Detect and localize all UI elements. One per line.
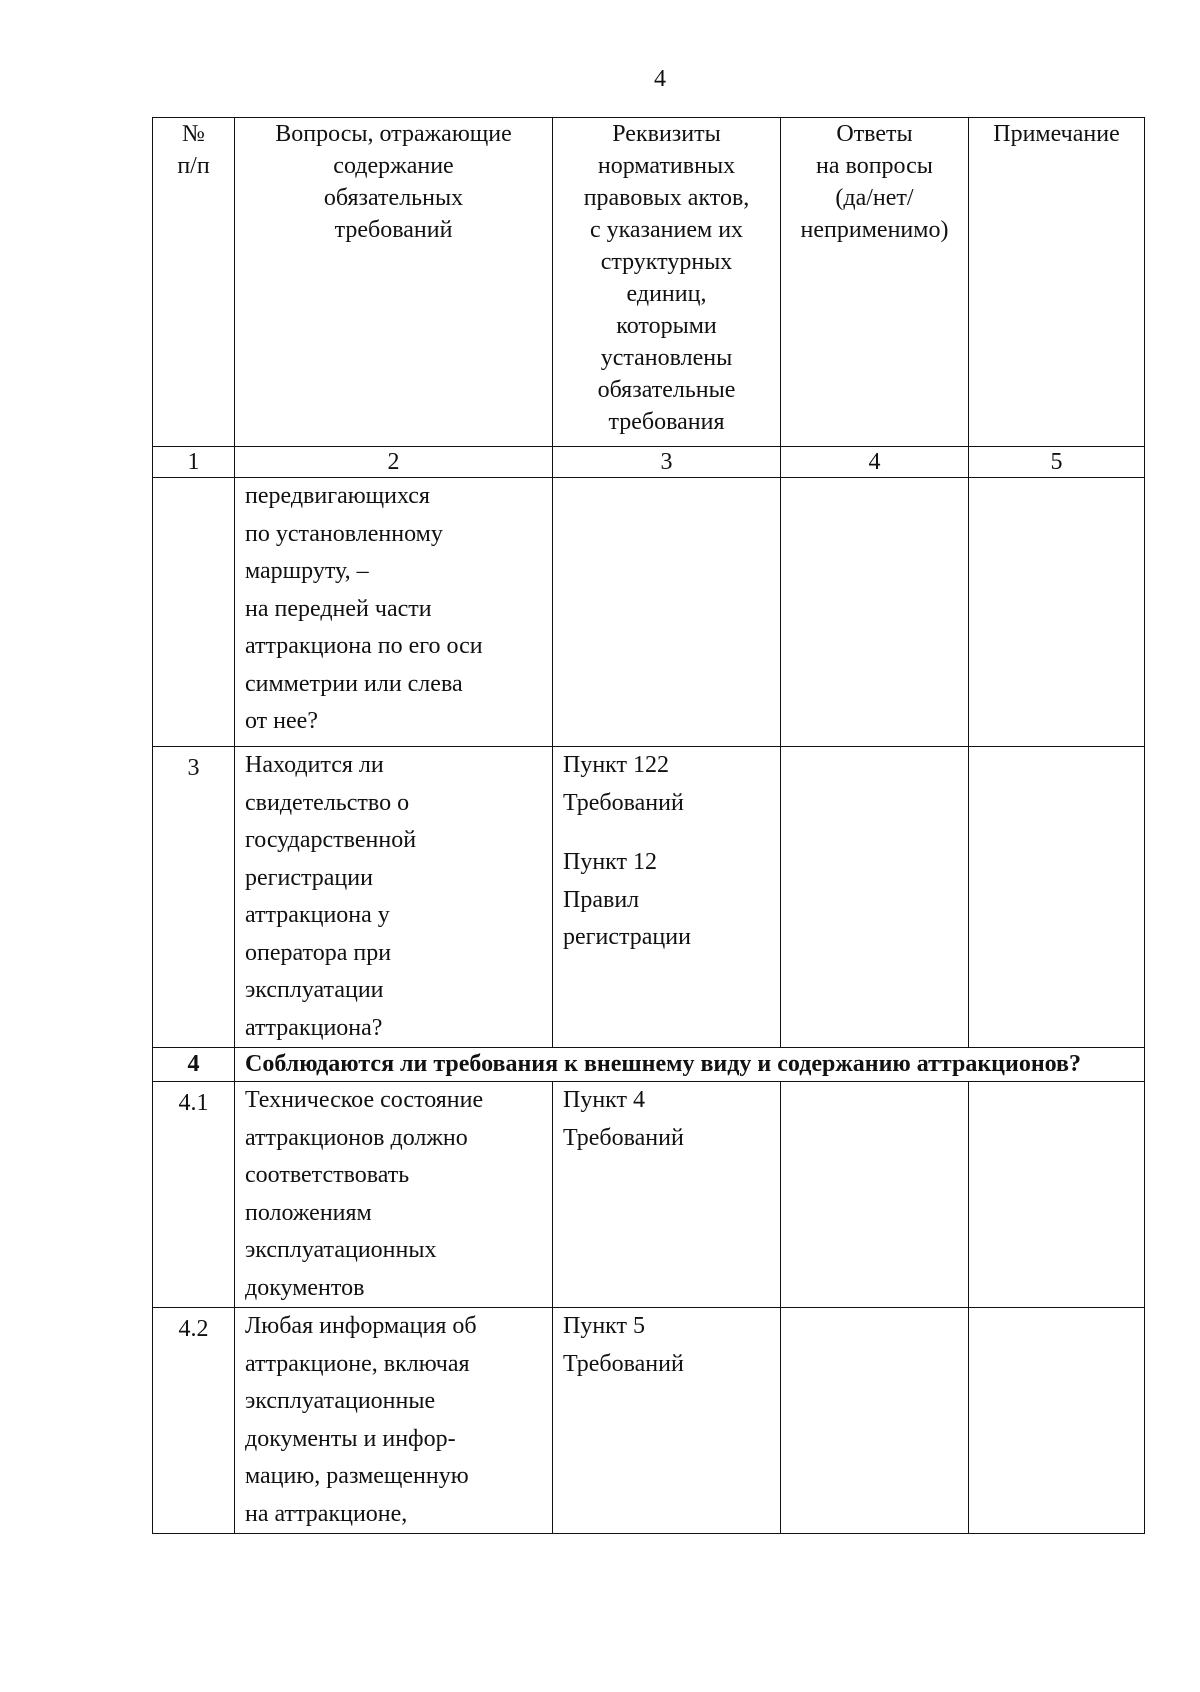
header-number [153,118,235,447]
row-note-cell[interactable] [969,1308,1145,1534]
row-number [153,1082,235,1308]
table-row [153,747,1145,1048]
row-answer-cell[interactable] [781,1308,969,1534]
section-number: 4 [153,1048,235,1082]
row-number-text: 3 [187,755,200,781]
header-requisites [553,118,781,447]
row-note-cell[interactable] [969,1082,1145,1308]
page-number: 4 [654,66,666,92]
row-requisites [553,747,781,1048]
header-number-text: № п/п [177,121,210,179]
row-question-text: Любая информация об аттракционе, включая эксплуатационные документы и инфор- мацию, размещенную на аттракционе, [245,1313,477,1527]
header-notes [969,118,1145,447]
row-number [153,1308,235,1534]
column-number: 1 [153,447,235,478]
row-number [153,747,235,1048]
row-requisites [553,478,781,747]
row-number-text: 4.2 [178,1316,209,1342]
row-answer-cell[interactable] [781,747,969,1048]
table-header-row [153,118,1145,447]
column-number: 5 [969,447,1145,478]
row-note-cell[interactable] [969,747,1145,1048]
row-question [235,1082,553,1308]
row-requisites-text: Пункт 122 Требований [563,752,684,816]
column-number: 3 [553,447,781,478]
header-questions-text: Вопросы, отражающие содержание обязательных требований [275,121,512,243]
header-answers [781,118,969,447]
row-number [153,478,235,747]
row-requisites-text: Пункт 4 Требований [563,1087,684,1151]
header-answers-text: Ответы на вопросы (да/нет/ неприменимо) [800,121,949,243]
row-question-text: Находится ли свидетельство о государственной регистрации аттракциона у оператора при эксплуатации аттракциона? [245,752,417,1041]
requirements-table [152,117,1145,1534]
row-question [235,747,553,1048]
row-note-cell[interactable] [969,478,1145,747]
header-requisites-text: Реквизиты нормативных правовых актов, с указанием их структурных единиц, которыми установлены обязательные требования [583,121,750,435]
section-row [153,1048,1145,1082]
header-notes-text: Примечание [993,121,1120,147]
row-answer-cell[interactable] [781,1082,969,1308]
column-number: 2 [235,447,553,478]
header-questions [235,118,553,447]
row-question-text: передвигающихся по установленному маршруту, – на передней части аттракциона по его оси симметрии или слева от нее? [245,483,483,734]
column-number-row [153,447,1145,478]
row-requisites [553,1082,781,1308]
section-title: Соблюдаются ли требования к внешнему виду и содержанию аттракционов? [235,1048,1145,1082]
table-row [153,478,1145,747]
table-row [153,1082,1145,1308]
row-requisites [553,1308,781,1534]
row-requisites-text-second: Пункт 12 Правил регистрации [563,849,691,950]
column-number: 4 [781,447,969,478]
row-requisites-text: Пункт 5 Требований [563,1313,684,1377]
row-question-text: Техническое состояние аттракционов должно соответствовать положениям эксплуатационных документов [245,1087,484,1301]
row-question [235,1308,553,1534]
table-row [153,1308,1145,1534]
row-number-text: 4.1 [178,1090,209,1116]
row-answer-cell[interactable] [781,478,969,747]
row-question [235,478,553,747]
